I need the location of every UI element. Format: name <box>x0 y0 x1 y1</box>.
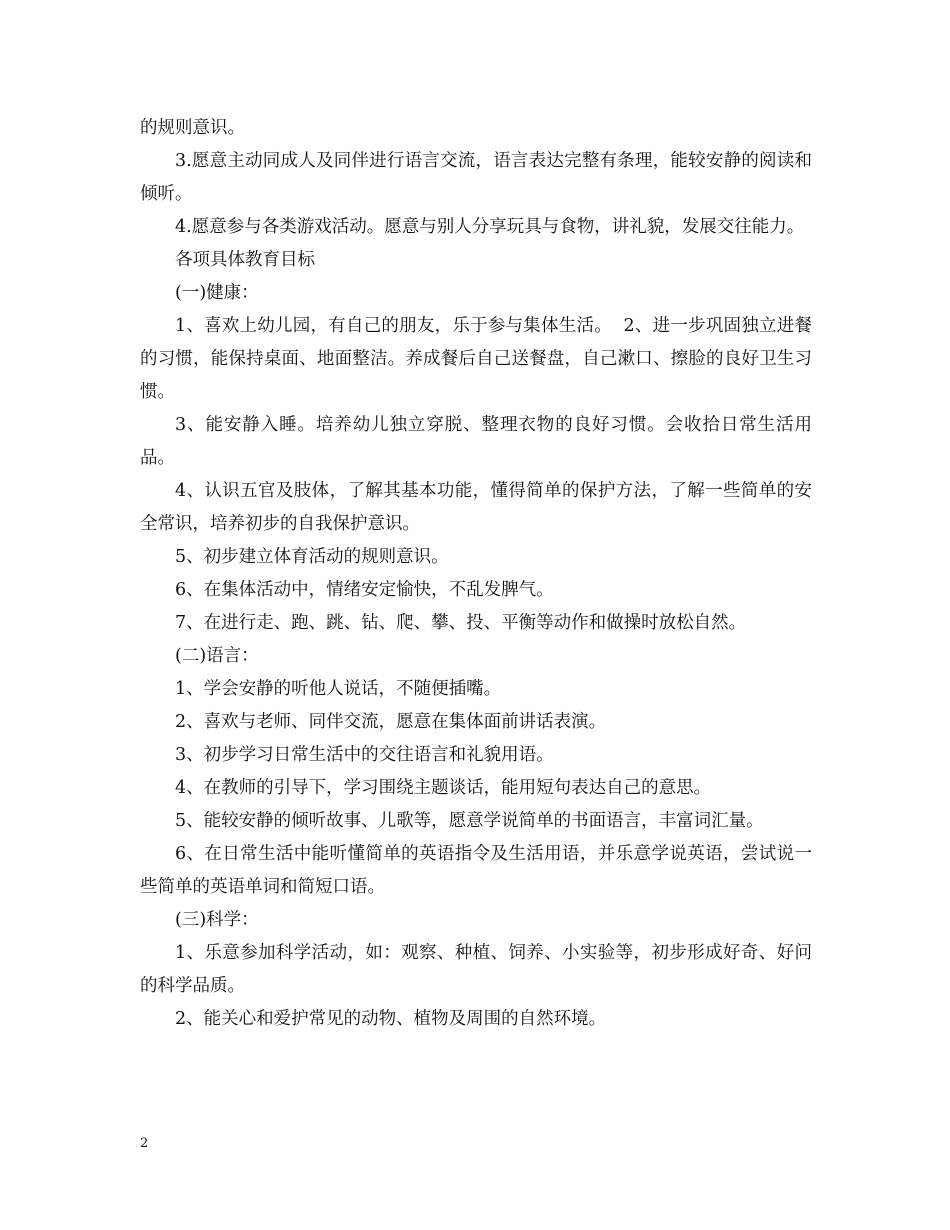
paragraph: 的规则意识。 <box>140 118 245 138</box>
paragraph: 3、能安静入睡。培养幼儿独立穿脱、整理衣物的良好习惯。会收拾日常生活用品。 <box>140 415 812 468</box>
paragraph: 7、在进行走、跑、跳、钻、爬、攀、投、平衡等动作和做操时放松自然。 <box>175 613 747 633</box>
paragraph: 1、乐意参加科学活动，如：观察、种植、饲养、小实验等，初步形成好奇、好问的科学品质。 <box>140 943 812 996</box>
paragraph: 4、认识五官及肢体，了解其基本功能，懂得简单的保护方法，了解一些简单的安全常识，培养初步的自我保护意识。 <box>140 481 812 534</box>
section-heading: (一)健康： <box>175 283 259 303</box>
section-heading: (三)科学： <box>175 910 259 930</box>
paragraph: 3.愿意主动同成人及同伴进行语言交流，语言表达完整有条理，能较安静的阅读和倾听。 <box>140 151 812 204</box>
paragraph: 6、在集体活动中，情绪安定愉快，不乱发脾气。 <box>175 580 554 600</box>
paragraph: 1、喜欢上幼儿园，有自己的朋友，乐于参与集体生活。 2、进一步巩固独立进餐的习惯，能保持桌面、地面整洁。养成餐后自己送餐盘，自己漱口、擦脸的良好卫生习惯。 <box>140 316 812 402</box>
section-heading: 各项具体教育目标 <box>175 250 315 270</box>
paragraph: 6、在日常生活中能听懂简单的英语指令及生活用语，并乐意学说英语，尝试说一些简单的英语单词和简短口语。 <box>140 844 812 897</box>
paragraph: 4、在教师的引导下，学习围绕主题谈话，能用短句表达自己的意思。 <box>175 778 712 798</box>
paragraph: 4.愿意参与各类游戏活动。愿意与别人分享玩具与食物，讲礼貌，发展交往能力。 <box>175 217 805 237</box>
paragraph: 2、喜欢与老师、同伴交流，愿意在集体面前讲话表演。 <box>175 712 607 732</box>
page-number: 2 <box>140 1136 149 1151</box>
paragraph: 5、能较安静的倾听故事、儿歌等，愿意学说简单的书面语言，丰富词汇量。 <box>175 811 764 831</box>
paragraph: 1、学会安静的听他人说话，不随便插嘴。 <box>175 679 502 699</box>
document-body <box>140 112 812 1036</box>
paragraph: 3、初步学习日常生活中的交往语言和礼貌用语。 <box>175 745 554 765</box>
paragraph: 5、初步建立体育活动的规则意识。 <box>175 547 449 567</box>
paragraph: 2、能关心和爱护常见的动物、植物及周围的自然环境。 <box>175 1009 607 1029</box>
section-heading: (二)语言： <box>175 646 259 666</box>
